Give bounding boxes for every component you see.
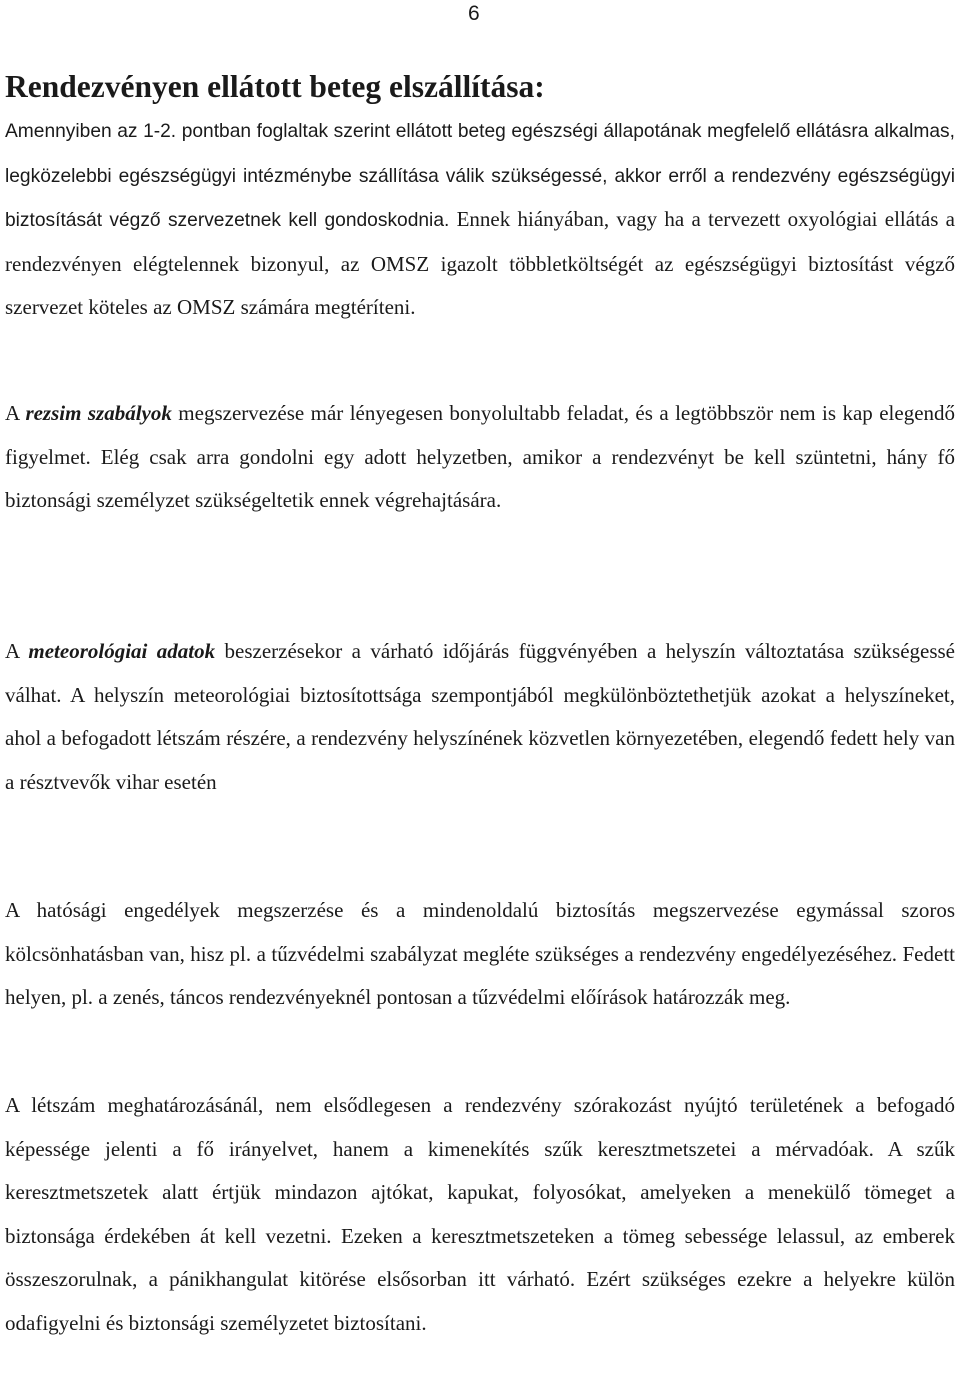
paragraph-text: A	[5, 401, 26, 425]
emphasis-term: meteorológiai adatok	[28, 639, 216, 663]
paragraph-capacity: A létszám meghatározásánál, nem elsődlegesen a rendezvény szórakozást nyújtó területének a befogadó képessége jelenti a fő irányelvet, hanem a kimenekítés szűk keresztmetszetei a mérvadóak. A szűk keresztmetszetek alatt értjük mindazon ajtókat, kapukat, folyosókat, amelyeken a menekülő tömeget a biztonsága érdekében át kell vezetni. Ezeken a keresztmetszeteken a tömeg sebessége lelassul, az emberek összeszorulnak, a pánikhangulat kitörése elsősorban itt várható. Ezért szükséges ezekre a helyekre külön odafigyelni és biztonsági személyzetet biztosítani.	[5, 1093, 955, 1335]
section-heading: Rendezvényen ellátott beteg elszállítása:	[5, 69, 545, 104]
emphasis-term: rezsim szabályok	[25, 401, 172, 425]
paragraph-meteorological-data	[5, 630, 955, 804]
paragraph-patient-transport	[5, 109, 955, 330]
paragraph-text: Ennek hiányában, vagy ha a tervezett oxyológiai ellátás a rendezvényen elégtelennek bizonyul, az OMSZ igazolt többletköltségét az egészségügyi biztosítást végző szervezet köteles az OMSZ számára megtéríteni.	[5, 207, 955, 319]
paragraph-text-sans: Amennyiben az 1-2. pontban foglaltak szerint ellátott beteg egészségi állapotának megfelelő ellátásra alkalmas, legközelebbi egészségügyi intézménybe szállítása válik szükségessé, akkor erről a rendezvény egészségügyi biztosítását végző szervezetnek kell gondoskodnia.	[5, 121, 955, 231]
paragraph-permits: A hatósági engedélyek megszerzése és a mindenoldalú biztosítás megszervezése egymással szoros kölcsönhatásban van, hisz pl. a tűzvédelmi szabályzat megléte szükséges a rendezvény engedélyezéséhez. Fedett helyen, pl. a zenés, táncos rendezvényeknél pontosan a tűzvédelmi előírások határozzák meg.	[5, 898, 955, 1009]
paragraph-text: megszervezése már lényegesen bonyolultabb feladat, és a legtöbbször nem is kap elegendő figyelmet. Elég csak arra gondolni egy adott helyzetben, amikor a rendezvényt be kell szüntetni, hány fő biztonsági személyzet szükségeltetik ennek végrehajtására.	[5, 401, 956, 512]
paragraph-regime-rules	[5, 392, 955, 523]
page-number: 6	[468, 2, 480, 25]
paragraph-text: A	[5, 639, 29, 663]
paragraph-text: beszerzésekor a várható időjárás függvényében a helyszín változtatása szükségessé válhat. A helyszín meteorológiai biztosítottsága szempontjából megkülönböztethetjük azokat a helyszíneket, ahol a befogadott létszám részére, a rendezvény helyszínének közvetlen környezetében, elegendő fedett hely van a résztvevők vihar esetén	[5, 639, 955, 794]
